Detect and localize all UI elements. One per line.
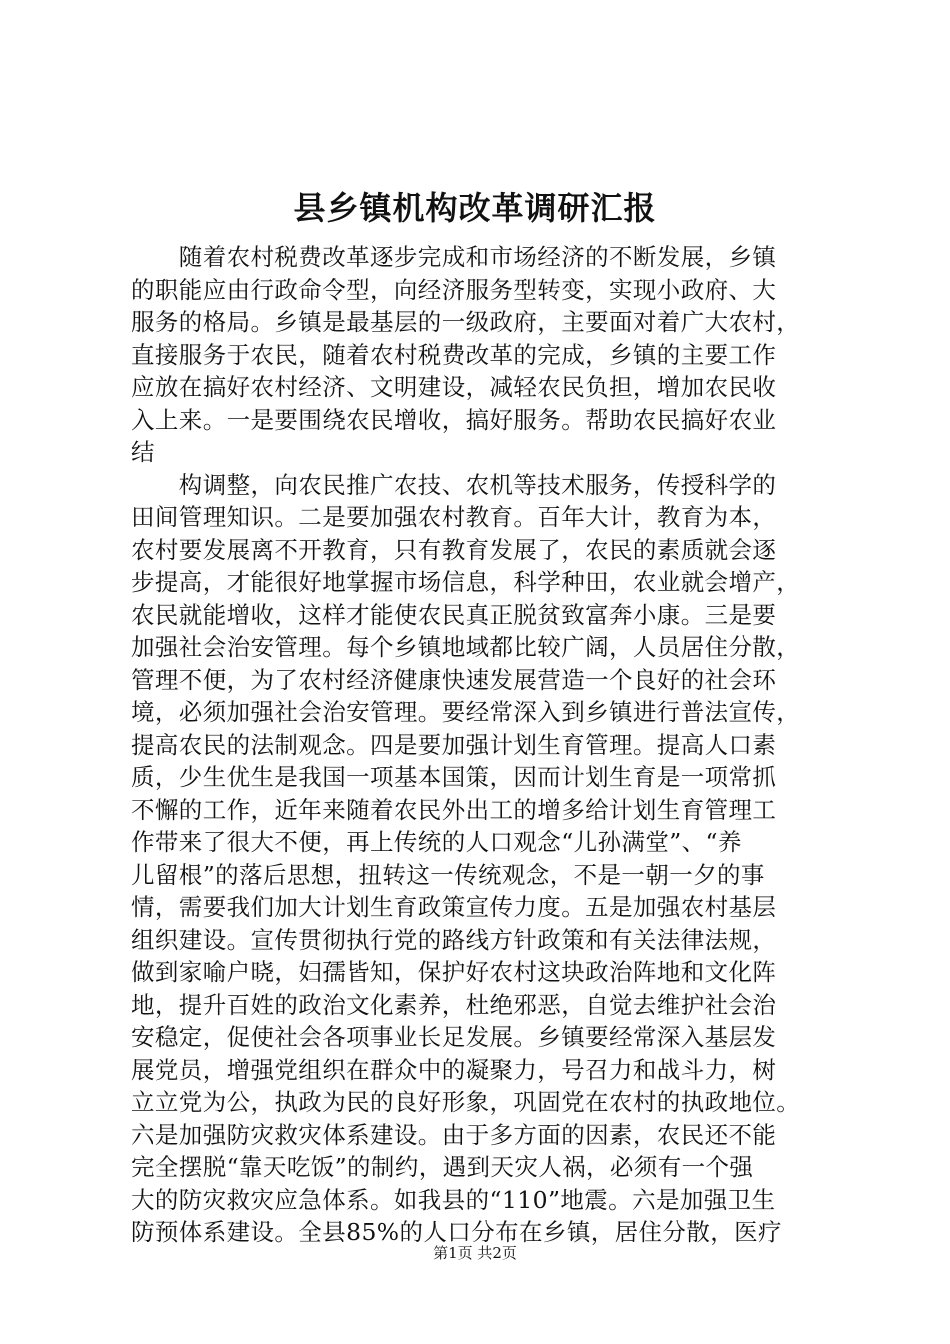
body-text-line: 农民就能增收，这样才能使农民真正脱贫致富奔小康。三是要 [131, 600, 777, 629]
body-text-line: 境，必须加强社会治安管理。要经常深入到乡镇进行普法宣传， [131, 698, 801, 726]
body-text-line: 的职能应由行政命令型，向经济服务型转变，实现小政府、大 [131, 275, 777, 304]
body-text-line: 完全摆脱“靠天吃饭”的制约，遇到天灾人祸，必须有一个强 [131, 1153, 754, 1181]
body-text-line: 加强社会治安管理。每个乡镇地域都比较广阔，人员居住分散， [131, 633, 801, 661]
body-text-line: 田间管理知识。二是要加强农村教育。百年大计，教育为本， [131, 503, 777, 531]
body-text-line: 六是加强防灾救灾体系建设。由于多方面的因素，农民还不能 [131, 1120, 777, 1149]
body-text-line: 入上来。一是要围绕农民增收，搞好服务。帮助农民搞好农业 [131, 405, 777, 434]
body-text-line: 地，提升百姓的政治文化素养，杜绝邪恶，自觉去维护社会治 [131, 990, 777, 1019]
body-text-line: 步提高，才能很好地掌握市场信息，科学种田，农业就会增产， [131, 568, 801, 596]
page-footer: 第1页 共2页 [433, 1244, 517, 1262]
body-text-line: 作带来了很大不便，再上传统的人口观念“儿孙满堂”、“养 [131, 828, 742, 856]
body-text-line: 随着农村税费改革逐步完成和市场经济的不断发展，乡镇 [131, 243, 777, 271]
body-text-line: 展党员，增强党组织在群众中的凝聚力，号召力和战斗力，树 [131, 1055, 777, 1084]
body-text-line: 结 [131, 438, 155, 466]
body-text-line: 提高农民的法制观念。四是要加强计划生育管理。提高人口素 [131, 730, 777, 759]
body-text-line: 管理不便，为了农村经济健康快速发展营造一个良好的社会环 [131, 665, 777, 694]
body-text-line: 服务的格局。乡镇是最基层的一级政府，主要面对着广大农村， [131, 308, 801, 336]
body-text-line: 构调整，向农民推广农技、农机等技术服务，传授科学的 [131, 470, 777, 499]
body-text-line: 质，少生优生是我国一项基本国策，因而计划生育是一项常抓 [131, 763, 777, 791]
body-text-line: 安稳定，促使社会各项事业长足发展。乡镇要经常深入基层发 [131, 1023, 777, 1051]
body-text-line: 大的防灾救灾应急体系。如我县的“110”地震。六是加强卫生 [131, 1185, 776, 1214]
body-text-line: 儿留根”的落后思想，扭转这一传统观念，不是一朝一夕的事 [131, 860, 765, 889]
body-text-line: 农村要发展离不开教育，只有教育发展了，农民的素质就会逐 [131, 535, 777, 564]
document-title: 县乡镇机构改革调研汇报 [293, 189, 657, 227]
body-text-line: 组织建设。宣传贯彻执行党的路线方针政策和有关法律法规， [131, 925, 777, 954]
body-text-line: 做到家喻户晓，妇孺皆知，保护好农村这块政治阵地和文化阵 [131, 958, 777, 986]
body-text-line: 情，需要我们加大计划生育政策宣传力度。五是加强农村基层 [131, 893, 777, 921]
body-text-line: 应放在搞好农村经济、文明建设，减轻农民负担，增加农民收 [131, 373, 777, 401]
body-text-line: 不懈的工作，近年来随着农民外出工的增多给计划生育管理工 [131, 795, 777, 824]
body-text-line: 防预体系建设。全县85%的人口分布在乡镇，居住分散，医疗 [131, 1218, 782, 1246]
body-text-line: 立立党为公，执政为民的良好形象，巩固党在农村的执政地位。 [131, 1088, 801, 1116]
body-text-line: 直接服务于农民，随着农村税费改革的完成，乡镇的主要工作 [131, 340, 777, 369]
